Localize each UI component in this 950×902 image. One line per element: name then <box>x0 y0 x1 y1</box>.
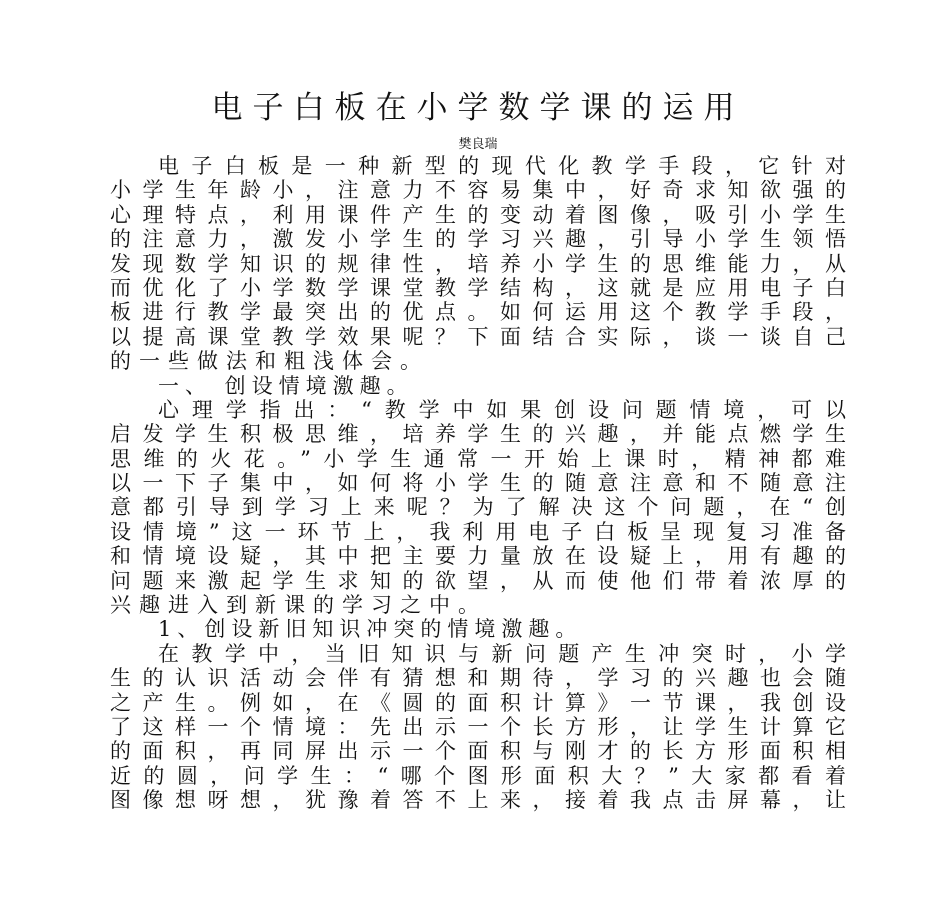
text-line: 以提高课堂教学效果呢？下面结合实际，谈一谈自己 <box>110 324 846 349</box>
subsection-heading: 1、创设新旧知识冲突的情境激趣。 <box>158 617 583 642</box>
document-title: 电子白板在小学数学课的运用 <box>211 90 745 126</box>
text-line: 近的圆，问学生：“哪个图形面积大？”大家都看着 <box>110 763 846 788</box>
text-line: 和情境设疑，其中把主要力量放在设疑上，用有趣的 <box>110 544 846 569</box>
text-line: 心理特点，利用课件产生的变动着图像，吸引小学生 <box>110 202 846 227</box>
text-line: 问题来激起学生求知的欲望，从而使他们带着浓厚的 <box>110 568 846 593</box>
text-line: 图像想呀想，犹豫着答不上来，接着我点击屏幕，让 <box>110 788 846 813</box>
text-line: 设情境”这一环节上，我利用电子白板呈现复习准备 <box>110 519 846 544</box>
text-line: 板进行教学最突出的优点。如何运用这个教学手段， <box>110 300 846 325</box>
text-line: 的一些做法和粗浅体会。 <box>110 349 429 374</box>
text-line: 意都引导到学习上来呢？为了解决这个问题，在“创 <box>110 495 846 520</box>
text-line: 在教学中，当旧知识与新问题产生冲突时，小学 <box>158 641 846 666</box>
text-line: 的注意力，激发小学生的学习兴趣，引导小学生领悟 <box>110 227 846 252</box>
text-line: 以一下子集中，如何将小学生的随意注意和不随意注 <box>110 471 846 496</box>
text-line: 心理学指出：“教学中如果创设问题情境，可以 <box>158 397 846 422</box>
text-line: 思维的火花。”小学生通常一开始上课时，精神都难 <box>110 446 846 471</box>
text-line: 启发学生积极思维，培养学生的兴趣，并能点燃学生 <box>110 422 846 447</box>
text-line: 发现数学知识的规律性，培养小学生的思维能力，从 <box>110 251 846 276</box>
text-line: 小学生年龄小，注意力不容易集中，好奇求知欲强的 <box>110 178 846 203</box>
text-line: 电子白板是一种新型的现代化教学手段，它针对 <box>158 154 846 178</box>
document-body <box>110 154 846 813</box>
text-line: 了这样一个情境：先出示一个长方形，让学生计算它 <box>110 714 846 739</box>
text-line: 而优化了小学数学课堂教学结构，这就是应用电子白 <box>110 275 846 300</box>
text-line: 生的认识活动会伴有猜想和期待，学习的兴趣也会随 <box>110 666 846 691</box>
text-line: 的面积，再同屏出示一个面积与刚才的长方形面积相 <box>110 739 846 764</box>
section-heading: 一、 创设情境激趣。 <box>158 373 414 398</box>
text-line: 之产生。例如，在《圆的面积计算》一节课，我创设 <box>110 690 846 715</box>
document-author: 樊良瑞 <box>458 137 498 152</box>
text-line: 兴趣进入到新课的学习之中。 <box>110 593 487 618</box>
